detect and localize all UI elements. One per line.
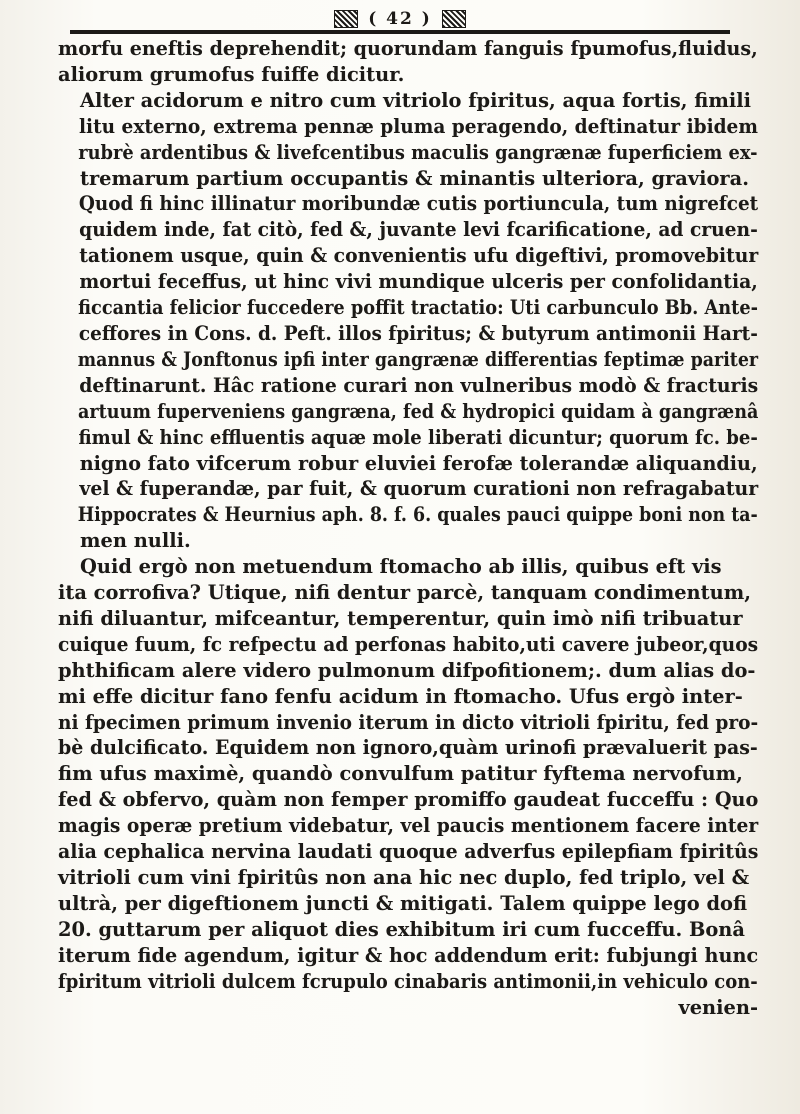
ornament-left-icon: [334, 10, 358, 28]
text-line: litu externo, extrema pennæ pluma peragendo, deftinatur ibidem: [79, 114, 758, 138]
text-line: cuique fuum, fc refpectu ad perfonas habito,uti cavere jubeor,quos: [58, 632, 759, 656]
text-line: bè dulcificato. Equidem non ignoro,quàm urinofi prævaluerit pas-: [58, 736, 758, 760]
text-line: ni fpecimen primum invenio iterum in dicto vitrioli fpiritu, fed pro-: [58, 710, 759, 734]
text-line: vel & fuperandæ, par fuit, & quorum curationi non refragabatur: [79, 477, 759, 501]
text-line: morfu eneftis deprehendit; quorundam fanguis fpumofus,fluidus,: [58, 37, 758, 60]
text-line: mi effe dicitur fano fenfu acidum in ftomacho. Ufus ergò inter-: [58, 684, 743, 708]
text-line: magis operæ pretium videbatur, vel paucis mentionem facere inter: [58, 814, 759, 838]
text-line: fed & obfervo, quàm non femper promiffo gaudeat fucceffu : Quo: [58, 788, 759, 812]
text-line: 20. guttarum per aliquot dies exhibitum iri cum fucceffu. Bonâ: [58, 917, 745, 941]
text-line: fim ufus maximè, quandò convulfum patitur fyftema nervofum,: [58, 762, 743, 786]
ornament-right-icon: [442, 10, 466, 28]
text-line: aliorum grumofus fuiffe dicitur.: [58, 62, 405, 86]
text-line: tremarum partium occupantis & minantis ulteriora, graviora.: [80, 166, 749, 190]
text-line: Quid ergò non metuendum ftomacho ab illis, quibus eft vis: [80, 555, 722, 579]
page-body: [58, 36, 758, 1020]
text-line: fpiritum vitrioli dulcem fcrupulo cinabaris antimonii,in vehiculo con-: [58, 969, 758, 993]
paragraph-2: [58, 88, 758, 554]
text-line: Alter acidorum e nitro cum vitriolo fpiritus, aqua fortis, fimili: [80, 88, 752, 112]
catchword: venien-: [678, 995, 758, 1019]
text-line: ficcantia felicior fuccedere poffit tractatio: Uti carbunculo Bb. Ante-: [78, 296, 759, 320]
text-line: phthificam alere videro pulmonum difpofitionem;. dum alias do-: [58, 658, 756, 682]
text-line: vitrioli cum vini fpiritûs non ana hic nec duplo, fed triplo, vel &: [58, 866, 750, 889]
text-line: tationem usque, quin & convenientis ufu digeftivi, promovebitur: [79, 244, 759, 268]
paragraph-3: [58, 554, 758, 1020]
text-line: mannus & Jonftonus ipfi inter gangrænæ differentias feptimæ pariter: [77, 347, 759, 371]
text-line: Quod fi hinc illinatur moribundæ cutis portiuncula, tum nigrefcet: [78, 192, 759, 216]
text-line: nigno fato vifcerum robur eluviei ferofæ tolerandæ aliquandiu,: [79, 451, 758, 475]
text-line: iterum fide agendum, igitur & hoc addendum erit: fubjungi hunc: [58, 943, 759, 967]
text-line: deftinarunt. Hâc ratione curari non vulneribus modò & fracturis: [79, 373, 759, 397]
paragraph-1: [58, 36, 758, 88]
text-line: fimul & hinc effluentis aquæ mole liberati dicuntur; quorum fc. be-: [78, 425, 758, 449]
text-line: quidem inde, fat citò, fed &, juvante levi fcarificatione, ad cruen-: [79, 218, 758, 242]
text-line: ceffores in Cons. d. Peft. illos fpiritus; & butyrum antimonii Hart-: [78, 321, 758, 345]
text-line: ita corrofiva? Utique, nifi dentur parcè, tanquam condimentum,: [58, 581, 751, 605]
text-line: nifi diluantur, mifceantur, temperentur, quin imò nifi tribuatur: [58, 606, 743, 630]
header-rule: [70, 30, 730, 34]
text-line: men nulli.: [80, 529, 191, 553]
text-line: mortui feceffus, ut hinc vivi mundique ulceris per confolidantia,: [79, 270, 758, 294]
page-header: [0, 6, 800, 32]
text-line: artuum fuperveniens gangræna, fed & hydropici quidam à gangrænâ: [77, 399, 759, 423]
text-line: alia cephalica nervina laudati quoque adverfus epilepfiam fpiritûs: [58, 840, 759, 864]
text-line: rubrè ardentibus & livefcentibus maculis gangrænæ fuperficiem ex-: [78, 140, 758, 164]
page-number: ( 42 ): [368, 9, 432, 29]
text-line: Hippocrates & Heurnius aph. 8. f. 6. quales pauci quippe boni non ta-: [77, 503, 758, 527]
text-line: ultrà, per digeftionem juncti & mitigati. Talem quippe lego dofi: [58, 891, 748, 915]
